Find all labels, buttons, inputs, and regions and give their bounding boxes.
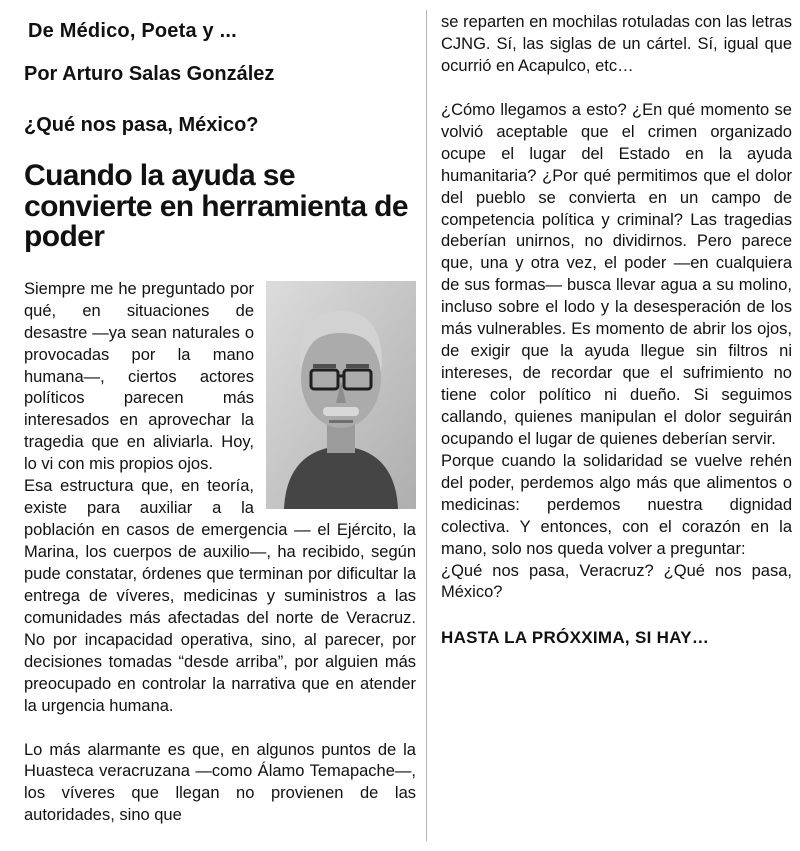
left-column [24, 10, 424, 841]
author-photo [266, 281, 416, 509]
paragraph: Lo más alarmante es que, en algunos puntos de la Huasteca veracruzana —como Álamo Temapache—, los víveres que llegan no provienen de las autoridades, sino que [24, 740, 416, 825]
article-question-subhead: ¿Qué nos pasa, México? [24, 114, 259, 136]
article-headline: Cuando la ayuda se convierte en herramienta de poder [24, 159, 408, 254]
paragraph: ¿Cómo llegamos a esto? ¿En qué momento se volvió aceptable que el crimen organizado ocupe el lugar del Estado en la ayuda humanitaria? ¿Por qué permitimos que el dolor del pueblo se convierta en un campo de competencia política y criminal? Las tragedias deberían unirnos, no dividirnos. Pero parece que, una y otra vez, el poder —en cualquiera de sus formas— busca llevar agua a su molino, incluso sobre el lodo y la desesperación de los más vulnerables. Es momento de abrir los ojos, de exigir que la ayuda llegue sin filtros ni intereses, de recordar que el sufrimiento no tiene color político ni dueño. Si seguimos callando, quienes manipulan el dolor seguirán ocupando el lugar de quienes deberían servir. [441, 100, 792, 448]
paragraph: se reparten en mochilas rotuladas con las letras CJNG. Sí, las siglas de un cártel. Sí, igual que ocurrió en Acapulco, etc… [441, 13, 792, 75]
column-rule [426, 10, 427, 841]
paragraph: ¿Qué nos pasa, Veracruz? ¿Qué nos pasa, México? [441, 561, 792, 602]
closing-line: HASTA LA PRÓXXIMA, SI HAY… [441, 628, 710, 648]
paragraph: Esa estructura que, en teoría, existe para auxiliar a la población en casos de emergencia — el Ejército, la Marina, los cuerpos de auxilio—, ha recibido, según pude constatar, órdenes que terminan por dificultar la entrega de víveres, medicinas y suministros a las comunidades más afectadas del norte de Veracruz. No por incapacidad operativa, sino, al parecer, por decisiones tomadas “desde arriba”, por alguien más preocupado en controlar la narrativa que en atender la urgencia humana. [24, 477, 416, 715]
article-byline: Por Arturo Salas González [24, 63, 275, 85]
article-kicker: De Médico, Poeta y ... [28, 20, 237, 42]
right-column [429, 10, 792, 841]
paragraph: Porque cuando la solidaridad se vuelve rehén del poder, perdemos algo más que alimentos o medicinas: perdemos nuestra dignidad colectiva. Y entonces, con el corazón en la mano, solo nos queda volver a preguntar: [441, 451, 792, 558]
paragraph: Siempre me he preguntado por qué, en situaciones de desastre —ya sean naturales o provocadas por la mano humana—, ciertos actores políticos parecen más interesados en aprovechar la tragedia que en aliviarla. Hoy, lo vi con mis propios ojos. [24, 279, 254, 474]
article-body-left [24, 279, 416, 828]
author-portrait-graphic [266, 281, 416, 509]
